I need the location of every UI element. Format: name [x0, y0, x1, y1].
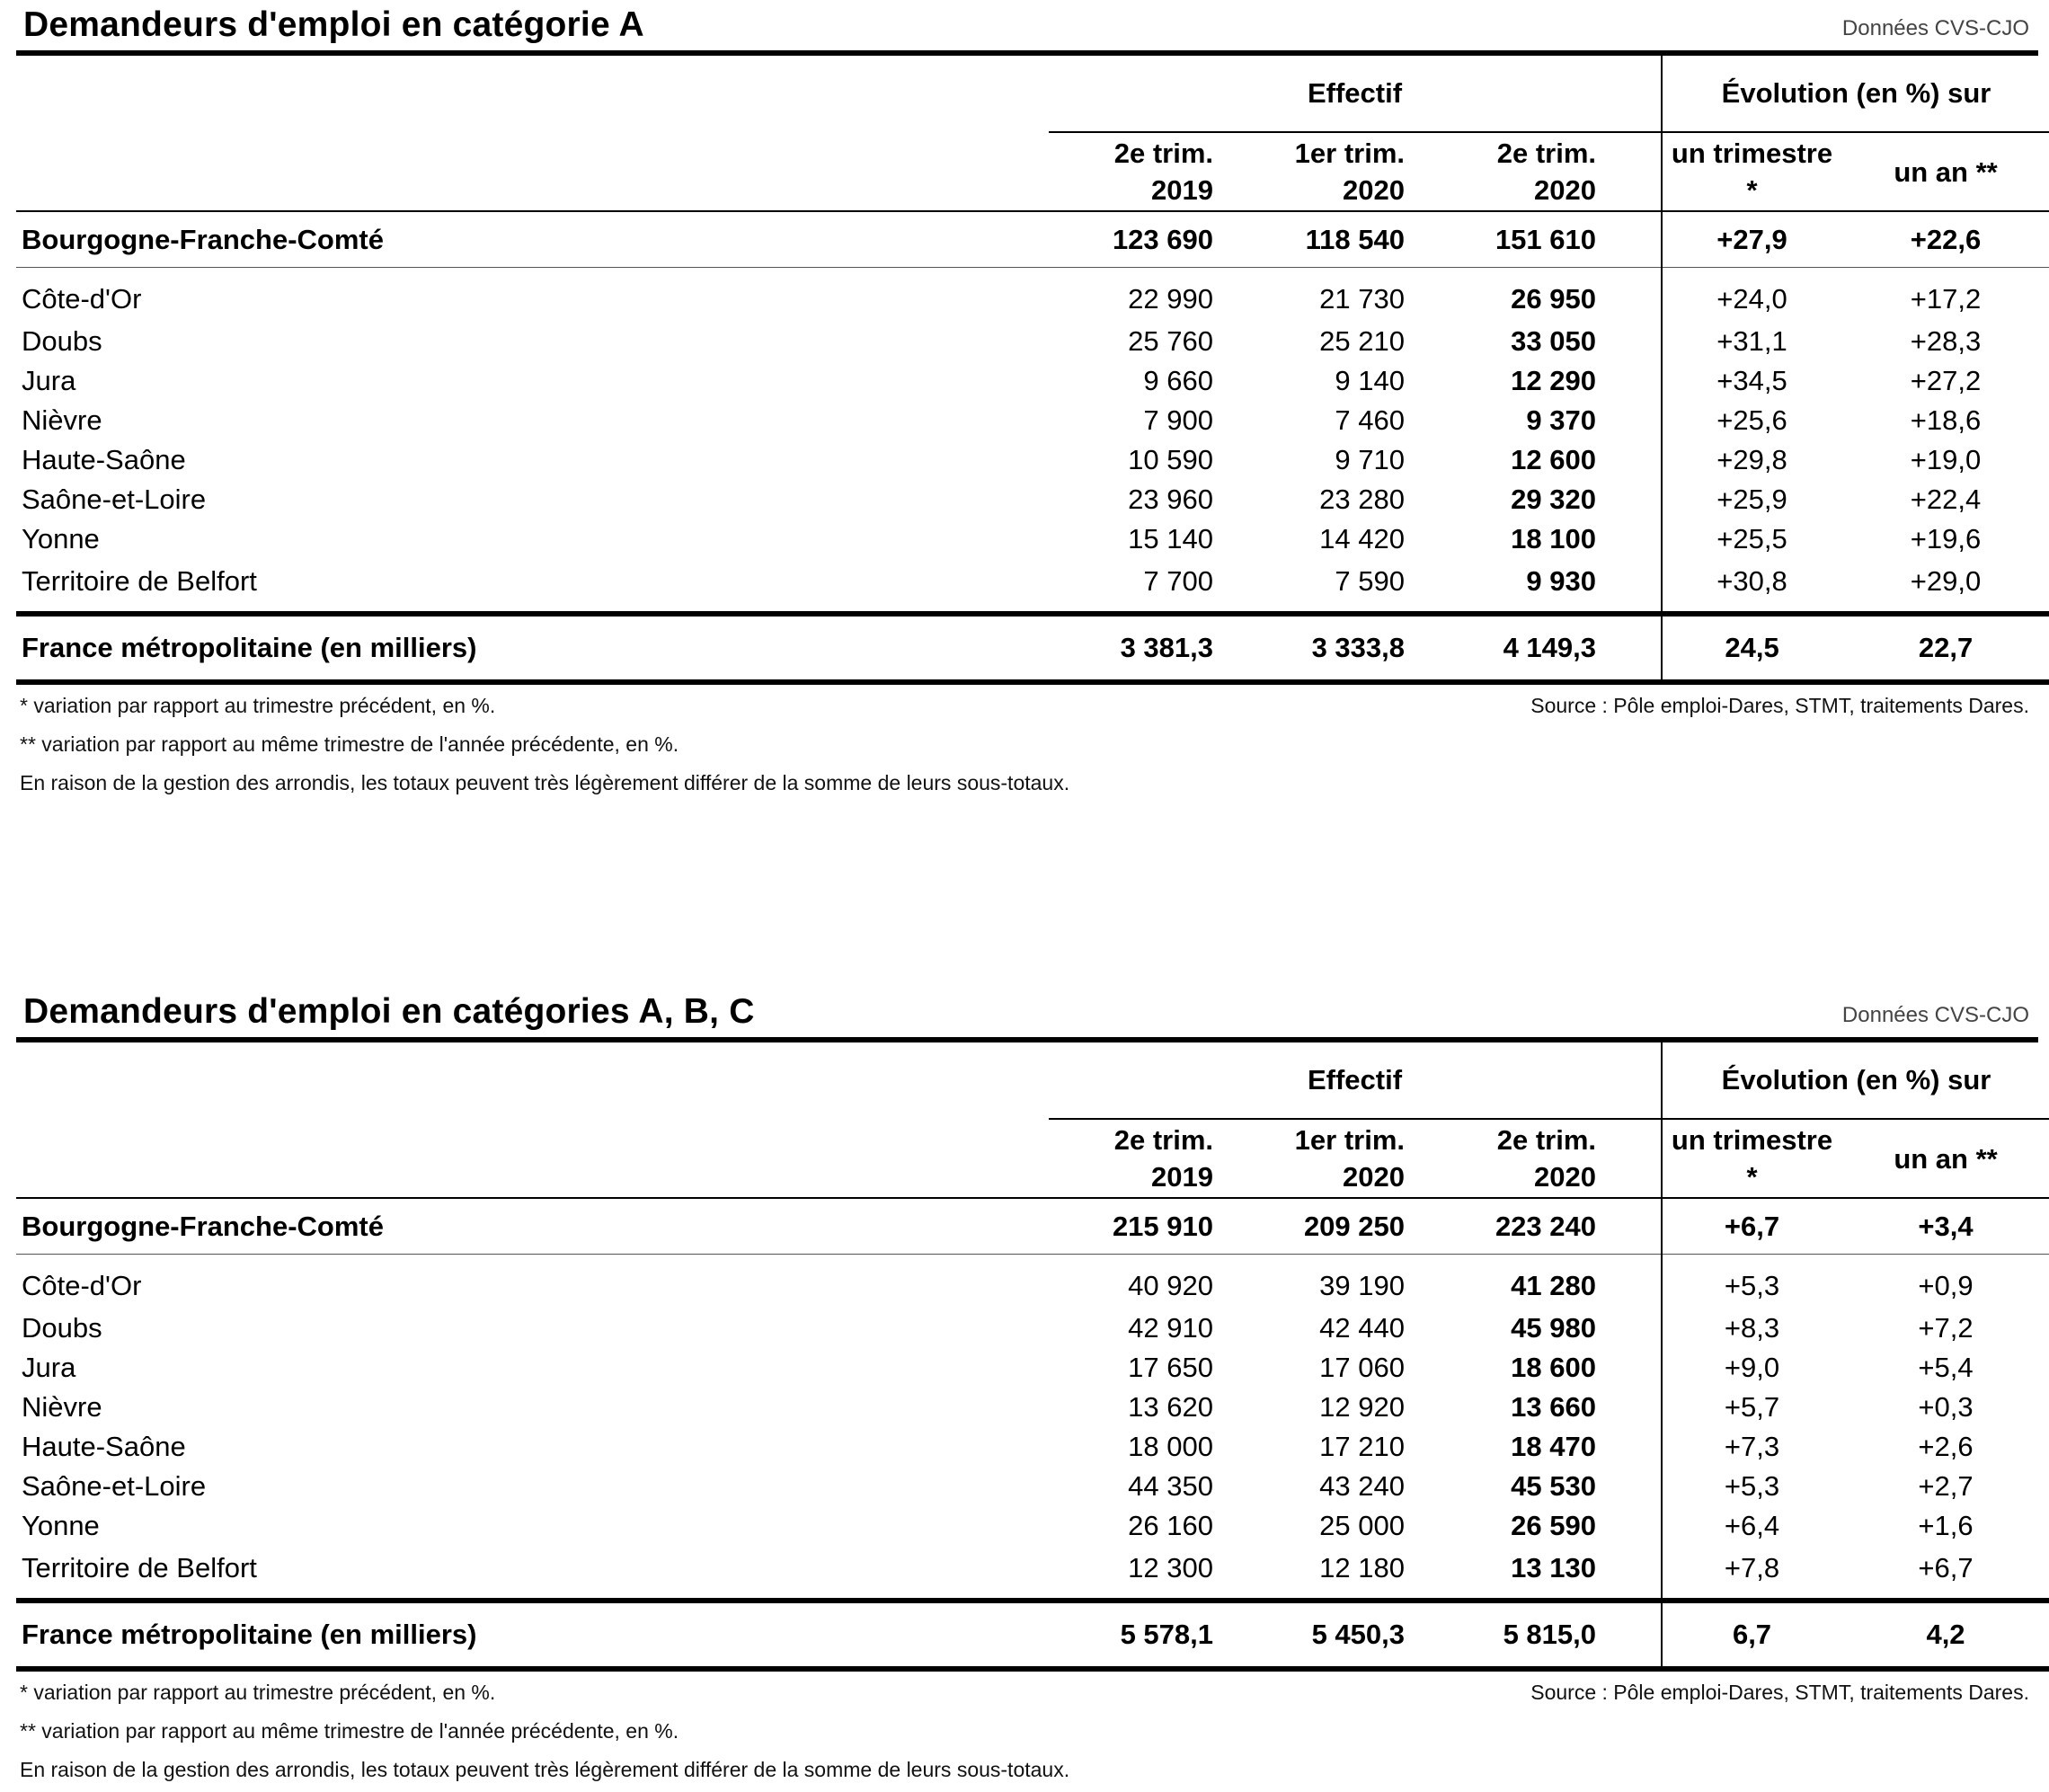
department-name: Nièvre: [22, 1391, 102, 1423]
evo-quarter: +25,5: [1662, 519, 1841, 559]
value-2020q2: 26 590: [1511, 1510, 1596, 1541]
value-2019q2: 23 960: [1128, 483, 1213, 515]
region-name: Bourgogne-Franche-Comté: [16, 211, 1049, 268]
evolution-header: Évolution (en %) sur: [1662, 56, 2049, 132]
value-2019q2: 7 700: [1143, 565, 1213, 597]
evo-quarter: +7,8: [1662, 1546, 1841, 1601]
department-row: [16, 1506, 2049, 1546]
evolution-header: Évolution (en %) sur: [1662, 1042, 2049, 1119]
value-2019q2: 18 000: [1128, 1431, 1213, 1462]
value-2019q2: 15 140: [1128, 523, 1213, 554]
period-header: 2e trim. 2020: [1432, 132, 1623, 211]
value-2020q2: 45 980: [1511, 1312, 1596, 1344]
evo-quarter: +25,9: [1662, 480, 1841, 519]
region-name: Bourgogne-Franche-Comté: [16, 1198, 1049, 1255]
region-value-2020q2: 151 610: [1432, 211, 1623, 268]
department-name: Haute-Saône: [22, 1431, 186, 1462]
evo-year: +19,0: [1910, 444, 1982, 475]
evo-quarter: +31,1: [1662, 322, 1841, 361]
value-2020q1: 25 210: [1319, 325, 1405, 357]
value-2020q1: 7 590: [1335, 565, 1405, 597]
evo-year: +5,4: [1918, 1352, 1974, 1383]
data-note: Données CVS-CJO: [1841, 16, 2029, 40]
value-2020q1: 39 190: [1319, 1270, 1405, 1301]
france-value-2020q1: 5 450,3: [1240, 1601, 1432, 1669]
department-name: Territoire de Belfort: [22, 1552, 257, 1584]
evo-year: +0,3: [1918, 1391, 1974, 1423]
department-row: [16, 401, 2049, 440]
france-evo-quarter: 6,7: [1662, 1601, 1841, 1669]
france-value-2019q2: 5 578,1: [1049, 1601, 1240, 1669]
department-row: [16, 1467, 2049, 1506]
value-2020q2: 41 280: [1511, 1270, 1596, 1301]
header-row-periods: [16, 132, 2049, 211]
evo-quarter: +6,4: [1662, 1506, 1841, 1546]
value-2020q2: 9 370: [1526, 404, 1596, 436]
value-2020q1: 42 440: [1319, 1312, 1405, 1344]
table-title-row: [16, 0, 2038, 50]
value-2019q2: 26 160: [1128, 1510, 1213, 1541]
value-2020q2: 13 130: [1511, 1552, 1596, 1584]
region-row: [16, 211, 2049, 268]
evo-quarter-header: un trimestre *: [1662, 132, 1841, 211]
evo-year: +2,6: [1918, 1431, 1974, 1462]
department-row: [16, 480, 2049, 519]
region-evo-quarter: +27,9: [1662, 211, 1841, 268]
evo-year: +1,6: [1918, 1510, 1974, 1541]
period-header: 2e trim. 2020: [1432, 1119, 1623, 1198]
department-row: [16, 1427, 2049, 1467]
header-row-periods: [16, 1119, 2049, 1198]
value-2020q2: 29 320: [1511, 483, 1596, 515]
value-2020q2: 18 100: [1511, 523, 1596, 554]
value-2020q1: 9 140: [1335, 365, 1405, 396]
evo-year: +17,2: [1910, 283, 1982, 315]
footnote-year: ** variation par rapport au même trimestre de l'année précédente, en %.: [20, 732, 679, 756]
value-2020q2: 18 470: [1511, 1431, 1596, 1462]
footnote-quarter: * variation par rapport au trimestre précédent, en %.: [20, 1681, 496, 1704]
evo-year: +19,6: [1910, 523, 1982, 554]
department-name: Doubs: [22, 325, 102, 357]
evo-quarter: +29,8: [1662, 440, 1841, 480]
department-row: [16, 1388, 2049, 1427]
region-value-2019q2: 215 910: [1049, 1198, 1240, 1255]
evo-quarter: +5,3: [1662, 1467, 1841, 1506]
department-name: Jura: [22, 365, 76, 396]
evo-quarter-header: un trimestre *: [1662, 1119, 1841, 1198]
evo-quarter: +25,6: [1662, 401, 1841, 440]
region-value-2020q2: 223 240: [1432, 1198, 1623, 1255]
source-note: Source : Pôle emploi-Dares, STMT, traitements Dares.: [1530, 1681, 2029, 1704]
department-row: [16, 322, 2049, 361]
value-2020q2: 13 660: [1511, 1391, 1596, 1423]
evo-quarter: +5,3: [1662, 1255, 1841, 1309]
table-title: Demandeurs d'emploi en catégories A, B, C: [23, 992, 755, 1031]
value-2020q2: 12 290: [1511, 365, 1596, 396]
france-evo-year: 22,7: [1841, 614, 2049, 682]
france-row: [16, 614, 2049, 682]
footnote-year: ** variation par rapport au même trimestre de l'année précédente, en %.: [20, 1719, 679, 1743]
evo-year: +18,6: [1910, 404, 1982, 436]
value-2020q1: 9 710: [1335, 444, 1405, 475]
department-name: Côte-d'Or: [22, 1270, 142, 1301]
footnote-rounding: En raison de la gestion des arrondis, les totaux peuvent très légèrement différer de la somme de leurs sous-totaux.: [20, 1758, 1070, 1781]
evo-quarter: +34,5: [1662, 361, 1841, 401]
france-value-2020q1: 3 333,8: [1240, 614, 1432, 682]
department-row: [16, 519, 2049, 559]
department-rows: [16, 268, 2049, 615]
evo-year: +22,4: [1910, 483, 1982, 515]
value-2019q2: 22 990: [1128, 283, 1213, 315]
evo-quarter: +5,7: [1662, 1388, 1841, 1427]
france-value-2019q2: 3 381,3: [1049, 614, 1240, 682]
header-row-top: [16, 1042, 2049, 1119]
department-row: [16, 268, 2049, 323]
value-2020q2: 45 530: [1511, 1470, 1596, 1502]
evo-year: +2,7: [1918, 1470, 1974, 1502]
value-2019q2: 10 590: [1128, 444, 1213, 475]
france-name: France métropolitaine (en milliers): [16, 614, 1049, 682]
period-header: 1er trim. 2020: [1240, 1119, 1432, 1198]
france-value-2020q2: 4 149,3: [1432, 614, 1623, 682]
evo-quarter: +8,3: [1662, 1309, 1841, 1348]
source-note: Source : Pôle emploi-Dares, STMT, traitements Dares.: [1530, 694, 2029, 717]
value-2019q2: 7 900: [1143, 404, 1213, 436]
evo-quarter: +30,8: [1662, 559, 1841, 614]
department-name: Saône-et-Loire: [22, 483, 207, 515]
department-row: [16, 440, 2049, 480]
footnote-rounding: En raison de la gestion des arrondis, les totaux peuvent très légèrement différer de la somme de leurs sous-totaux.: [20, 771, 1070, 794]
table-section-cat-a: [16, 0, 2038, 793]
value-2020q1: 21 730: [1319, 283, 1405, 315]
evo-quarter: +24,0: [1662, 268, 1841, 323]
footnotes: [16, 1672, 2038, 1779]
value-2020q1: 23 280: [1319, 483, 1405, 515]
value-2019q2: 40 920: [1128, 1270, 1213, 1301]
region-value-2020q1: 118 540: [1240, 211, 1432, 268]
france-evo-quarter: 24,5: [1662, 614, 1841, 682]
effectif-header: Effectif: [1307, 77, 1403, 109]
evo-year: +6,7: [1918, 1552, 1974, 1584]
department-name: Saône-et-Loire: [22, 1470, 207, 1502]
department-name: Nièvre: [22, 404, 102, 436]
france-name: France métropolitaine (en milliers): [16, 1601, 1049, 1669]
department-name: Haute-Saône: [22, 444, 186, 475]
value-2020q2: 33 050: [1511, 325, 1596, 357]
table-title-row: [16, 987, 2038, 1037]
period-header: 2e trim. 2019: [1049, 132, 1240, 211]
footnotes: [16, 685, 2038, 793]
evo-quarter: +7,3: [1662, 1427, 1841, 1467]
france-value-2020q2: 5 815,0: [1432, 1601, 1623, 1669]
footnote-quarter: * variation par rapport au trimestre précédent, en %.: [20, 694, 496, 717]
department-row: [16, 1309, 2049, 1348]
department-name: Côte-d'Or: [22, 283, 142, 315]
evo-year: +28,3: [1910, 325, 1982, 357]
period-header: 2e trim. 2019: [1049, 1119, 1240, 1198]
region-evo-year: +3,4: [1841, 1198, 2049, 1255]
department-name: Yonne: [22, 1510, 100, 1541]
department-row: [16, 1348, 2049, 1388]
evo-year: +29,0: [1910, 565, 1982, 597]
department-rows: [16, 1255, 2049, 1601]
region-evo-year: +22,6: [1841, 211, 2049, 268]
region-row: [16, 1198, 2049, 1255]
period-header: 1er trim. 2020: [1240, 132, 1432, 211]
evo-year-header: un an **: [1841, 132, 2049, 211]
department-row: [16, 1255, 2049, 1309]
value-2020q1: 17 210: [1319, 1431, 1405, 1462]
header-row-top: [16, 56, 2049, 132]
value-2020q1: 12 920: [1319, 1391, 1405, 1423]
region-evo-quarter: +6,7: [1662, 1198, 1841, 1255]
effectif-header: Effectif: [1307, 1064, 1403, 1096]
value-2020q1: 17 060: [1319, 1352, 1405, 1383]
evo-year: +0,9: [1918, 1270, 1974, 1301]
value-2019q2: 44 350: [1128, 1470, 1213, 1502]
value-2019q2: 42 910: [1128, 1312, 1213, 1344]
value-2020q1: 7 460: [1335, 404, 1405, 436]
value-2020q1: 25 000: [1319, 1510, 1405, 1541]
table-title: Demandeurs d'emploi en catégorie A: [23, 5, 644, 44]
department-row: [16, 361, 2049, 401]
france-evo-year: 4,2: [1841, 1601, 2049, 1669]
department-name: Yonne: [22, 523, 100, 554]
region-value-2019q2: 123 690: [1049, 211, 1240, 268]
department-name: Territoire de Belfort: [22, 565, 257, 597]
department-row: [16, 1546, 2049, 1601]
value-2020q1: 12 180: [1319, 1552, 1405, 1584]
evo-year: +7,2: [1918, 1312, 1974, 1344]
value-2020q2: 12 600: [1511, 444, 1596, 475]
data-note: Données CVS-CJO: [1841, 1003, 2029, 1027]
department-row: [16, 559, 2049, 614]
value-2020q1: 14 420: [1319, 523, 1405, 554]
region-value-2020q1: 209 250: [1240, 1198, 1432, 1255]
value-2020q2: 9 930: [1526, 565, 1596, 597]
table-section-cat-abc: [16, 987, 2038, 1779]
department-name: Jura: [22, 1352, 76, 1383]
value-2020q2: 18 600: [1511, 1352, 1596, 1383]
value-2019q2: 12 300: [1128, 1552, 1213, 1584]
evo-quarter: +9,0: [1662, 1348, 1841, 1388]
department-name: Doubs: [22, 1312, 102, 1344]
value-2019q2: 25 760: [1128, 325, 1213, 357]
value-2019q2: 13 620: [1128, 1391, 1213, 1423]
value-2019q2: 17 650: [1128, 1352, 1213, 1383]
data-table: [16, 56, 2049, 685]
value-2019q2: 9 660: [1143, 365, 1213, 396]
data-table: [16, 1042, 2049, 1672]
value-2020q1: 43 240: [1319, 1470, 1405, 1502]
value-2020q2: 26 950: [1511, 283, 1596, 315]
evo-year-header: un an **: [1841, 1119, 2049, 1198]
evo-year: +27,2: [1910, 365, 1982, 396]
france-row: [16, 1601, 2049, 1669]
